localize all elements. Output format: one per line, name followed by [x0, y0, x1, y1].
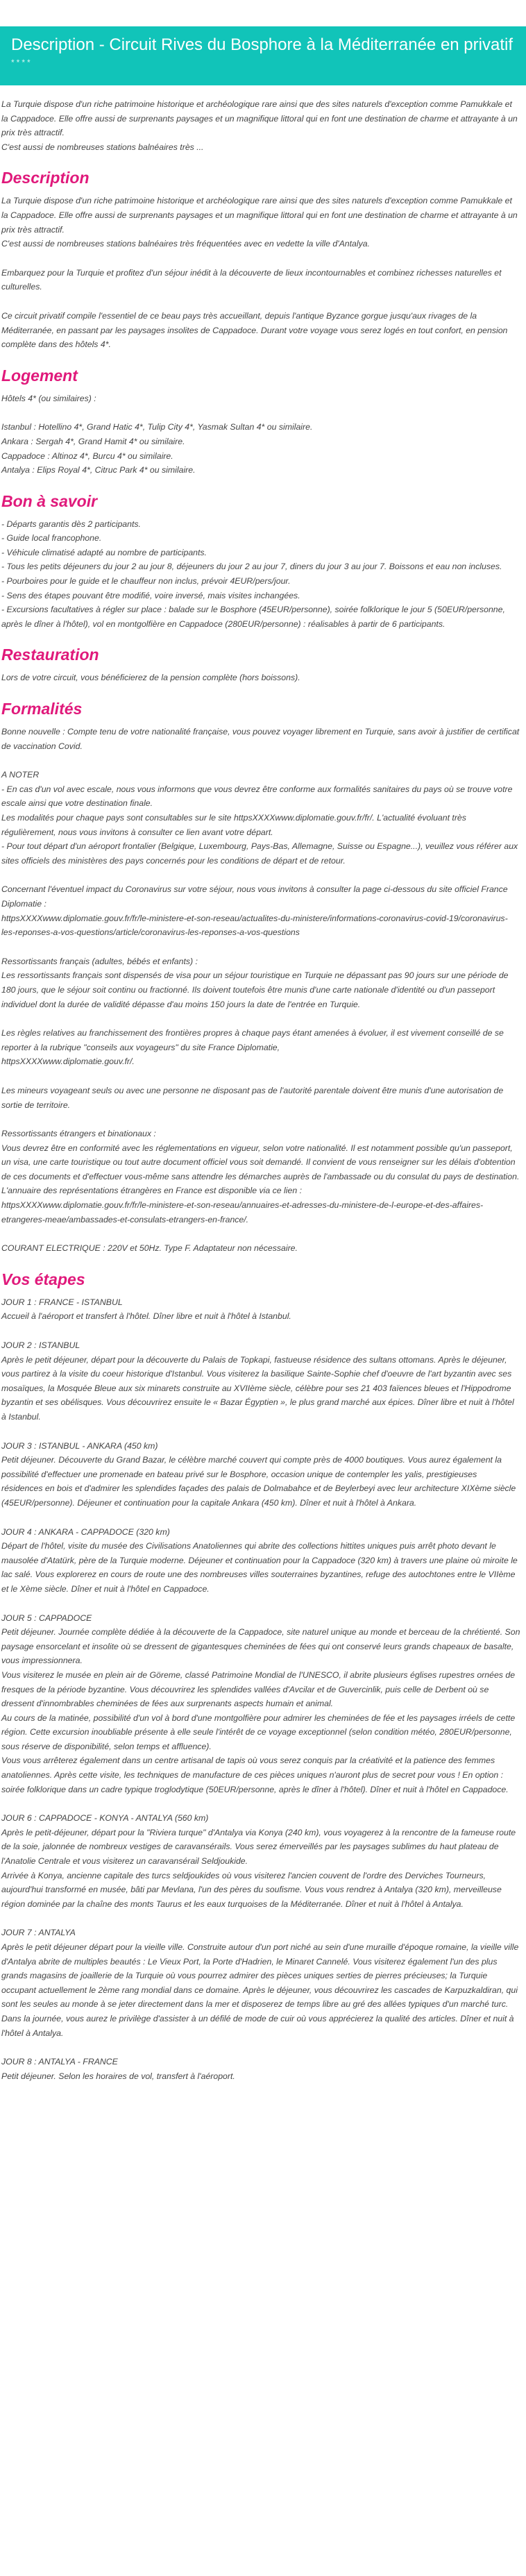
section-heading-vos-etapes: Vos étapes	[1, 1270, 85, 1288]
rating-stars: ****	[11, 58, 33, 67]
formalites-paragraph: Les règles relatives au franchissement des frontières propres à chaque pays étant amenées à évoluer, il est vivement conseillé de se reporter à la rubrique "conseils aux voyageurs" du site France Diplomatie, httpsXXXXwww.diplomatie.gouv.fr/.	[1, 1028, 504, 1067]
page-title: Description - Circuit Rives du Bosphore à la Méditerranée en privatif	[11, 35, 513, 54]
logement-paragraph: Hôtels 4* (ou similaires) :	[1, 393, 96, 403]
description-paragraph: La Turquie dispose d'un riche patrimoine historique et archéologique rare ainsi que des sites naturels d'exception comme Pamukkale et la Cappadoce. Elle offre aussi de surprenants paysages et un magnifique littoral qui en font une destination de charme et attrayante à un prix très attractif. C'est aussi de nombreuses stations balnéaires très fréquentées avec en vedette la ville d'Antalya.	[1, 196, 518, 249]
section-heading-description: Description	[1, 169, 90, 187]
section-heading-formalites: Formalités	[1, 700, 83, 718]
section-heading-bon-a-savoir: Bon à savoir	[1, 491, 98, 510]
etape-jour-3: JOUR 3 : ISTANBUL - ANKARA (450 km) Petit déjeuner. Découverte du Grand Bazar, le célèbre marché couvert qui compte près de 4000 boutiques. Vous aurez également la possibilité d'effectuer une promenade en bateau privé sur le Bosphore, occasion unique de contempler les yalis, prestigieuses résidences en bois et d'admirer les splendides façades des palais de Dolmabahce et de Beylerbeyi avec leur architecture XIXème siècle (45EUR/personne). Déjeuner et continuation pour la capitale Ankara (450 km). Dîner et nuit à l'hôtel à Ankara.	[1, 1440, 516, 1508]
bon-a-savoir-list: - Départs garantis dès 2 participants. - Guide local francophone. - Véhicule climatisé adapté au nombre de participants. - Tous les petits déjeuners du jour 2 au jour 8, déjeuners du jour 2 au jour 7, diners du jour 3 au jour 7. Boissons et eau non incluses. - Pourboires pour le guide et le chauffeur non inclus, prévoir 4EUR/pers/jour. - Sens des étapes pouvant être modifié, voire inversé, mais visites inchangées. - Excursions facultatives à régler sur place : balade sur le Bosphore (45EUR/personne), soirée folklorique le jour 5 (50EUR/personne, après le dîner à l'hôtel), vol en montgolfière en Cappadoce (280EUR/personne) : réalisables à partir de 6 participants.	[1, 519, 505, 629]
description-paragraph: Embarquez pour la Turquie et profitez d'un séjour inédit à la découverte de lieux incontournables et combinez richesses naturelles et culturelles.	[1, 267, 502, 292]
section-heading-restauration: Restauration	[1, 646, 99, 664]
restauration-paragraph: Lors de votre circuit, vous bénéficierez de la pension complète (hors boissons).	[1, 673, 300, 683]
formalites-paragraph: Ressortissants français (adultes, bébés et enfants) : Les ressortissants français sont dispensés de visa pour un séjour touristique en Turquie ne dépassant pas 90 jours sur une période de 180 jours, que le séjour soit continu ou fractionné. Ils doivent toutefois être munis d'une carte nationale d'identité ou d'un passeport individuel dont la durée de validité dépasse d'au moins 150 jours la date de l'entrée en Turquie.	[1, 956, 509, 1009]
etape-jour-6: JOUR 6 : CAPPADOCE - KONYA - ANTALYA (560 km) Après le petit-déjeuner, départ pour la "Riviera turque" d'Antalya via Konya (240 km), vous voyagerez à la rencontre de la fameuse route de la soie, jalonnée de nombreux vestiges de caravansérails. Vous serez émerveillés par les paysages sublimes du haut plateau de l'Anatolie Centrale et vous visiterez un caravansérail Seldjoukide. Arrivée à Konya, ancienne capitale des turcs seldjoukides où vous visiterez l'ancien couvent de l'ordre des Derviches Tourneurs, aujourd'hui transformé en musée, bâti par Mevlana, l'un des pères du soufisme. Vous vous rendrez à Antalya (320 km), merveilleuse région dominée par la chaîne des monts Taurus et les eaux turquoises de la Méditerranée. Dîner et nuit à l'hôtel à Antalya.	[1, 1813, 516, 1909]
formalites-paragraph: Concernant l'éventuel impact du Coronavirus sur votre séjour, nous vous invitons à consulter la page ci-dessous du site officiel France Diplomatie : httpsXXXXwww.diplomatie.gouv.fr/fr/le-ministere-et-son-reseau/actualites-du-ministere/informations-coronavirus-covid-19/coronavirus-les-reponses-a-vos-questions/article/coronavirus-les-reponses-a-vos-questions	[1, 884, 508, 938]
formalites-paragraph: Ressortissants étrangers et binationaux : Vous devrez être en conformité avec les réglementations en vigueur, selon votre nationalité. Il est notamment possible qu'un passeport, un visa, une carte touristique ou tout autre document officiel vous soit demandé. Il convient de vous renseigner sur les délais d'obtention de ces documents et d'effectuer vous-même sans attendre les démarches auprès de l'ambassade ou du consulat du pays de destination. L'annuaire des représentations étrangères en France est disponible via ce lien : httpsXXXXwww.diplomatie.gouv.fr/fr/le-ministere-et-son-reseau/annuaires-et-adresses-du-ministere-de-l-europe-et-des-affaires-etrangeres-meae/ambassades-et-consulats-etrangers-en-france/.	[1, 1129, 520, 1224]
formalites-paragraph: COURANT ELECTRIQUE : 220V et 50Hz. Type F. Adaptateur non nécessaire.	[1, 1243, 298, 1254]
etape-jour-4: JOUR 4 : ANKARA - CAPPADOCE (320 km) Départ de l'hôtel, visite du musée des Civilisations Anatoliennes qui abrite des collections hittites uniques puis arrêt photo devant le mausolée d'Atatürk, père de la Turquie moderne. Déjeuner et continuation pour la Cappadoce (320 km) à travers une plaine où miroite le lac salé. Vous explorerez en cours de route une des nombreuses villes souterraines byzantines, refuge des autochtones entre le VIIème et le Xème siècle. Dîner et nuit à l'hôtel en Cappadoce.	[1, 1526, 518, 1594]
description-paragraph: Ce circuit privatif compile l'essentiel de ce beau pays très accueillant, depuis l'antique Byzance gorgue jusqu'aux rivages de la Méditerranée, en passant par les paysages insolites de Cappadoce. Durant votre voyage vous serez logés en tout confort, en pension complète dans des hôtels 4*.	[1, 310, 508, 350]
title-banner	[0, 26, 526, 85]
etape-jour-8: JOUR 8 : ANTALYA - FRANCE Petit déjeuner. Selon les horaires de vol, transfert à l'aéroport.	[1, 2057, 235, 2081]
intro-text: La Turquie dispose d'un riche patrimoine historique et archéologique rare ainsi que des sites naturels d'exception comme Pamukkale et la Cappadoce. Elle offre aussi de surprenants paysages et un magnifique littoral qui en font une destination de charme et attrayante à un prix très attractif. C'est aussi de nombreuses stations balnéaires très ...	[1, 99, 518, 152]
formalites-paragraph: Les mineurs voyageant seuls ou avec une personne ne disposant pas de l'autorité parentale doivent être munis d'une autorisation de sortie de territoire.	[1, 1085, 504, 1110]
etape-jour-2: JOUR 2 : ISTANBUL Après le petit déjeuner, départ pour la découverte du Palais de Topkapi, fastueuse résidence des sultans ottomans. Après le déjeuner, vous partirez à la visite du coeur historique d'Istanbul. Vous visiterez la basilique Sainte-Sophie chef d'oeuvre de l'art byzantin avec ses mosaïques, la Mosquée Bleue aux six minarets construite au XVIIème siècle, célèbre pour ses 21 403 faïences bleues et l'Hippodrome byzantin et ses obélisques. Vous découvrirez ensuite le « Bazar Égyptien », le plus grand marché aux épices. Dîner libre et nuit à l'hôtel à Istanbul.	[1, 1340, 514, 1422]
main-content	[0, 97, 526, 2098]
etape-jour-7: JOUR 7 : ANTALYA Après le petit déjeuner départ pour la vieille ville. Construite autour d'un port niché au sein d'une muraille d'époque romaine, la vieille ville d'Antalya abrite de multiples beautés : Le Vieux Port, la Porte d'Hadrien, le Minaret Cannelé. Vous visiterez également l'un des plus grands magasins de joaillerie de la Turquie où vous pourrez admirer des pièces uniques serties de pierres précieuses; la Turquie occupant actuellement le 2ème rang mondial dans ce domaine. Après le déjeuner, vous découvrirez les cascades de Karpuzkaldiran, qui sont les seules au monde à se jeter directement dans la mer et disposerez de temps libre au gré des allées typiques d'un marché turc. Dans la journée, vous aurez le privilège d'assister à un défilé de mode de cuir où vous apprécierez la qualité des articles. Dîner et nuit à l'hôtel à Antalya.	[1, 1928, 519, 2038]
section-heading-logement: Logement	[1, 366, 78, 385]
logement-paragraph: Istanbul : Hotellino 4*, Grand Hatic 4*, Tulip City 4*, Yasmak Sultan 4* ou similaire. Ankara : Sergah 4*, Grand Hamit 4* ou similaire. Cappadoce : Altinoz 4*, Burcu 4* ou similaire. Antalya : Elips Royal 4*, Citruc Park 4* ou similaire.	[1, 422, 313, 475]
formalites-paragraph: Bonne nouvelle : Compte tenu de votre nationalité française, vous pouvez voyager librement en Turquie, sans avoir à justifier de certificat de vaccination Covid.	[1, 727, 520, 751]
etape-jour-1: JOUR 1 : FRANCE - ISTANBUL Accueil à l'aéroport et transfert à l'hôtel. Dîner libre et nuit à l'hôtel à Istanbul.	[1, 1297, 291, 1322]
formalites-paragraph: A NOTER - En cas d'un vol avec escale, nous vous informons que vous devrez être conforme aux formalités sanitaires du pays où se trouve votre escale ainsi que votre destination finale. Les modalités pour chaque pays sont consultables sur le site httpsXXXXwww.diplomatie.gouv.fr/fr/. L'actualité évoluant très régulièrement, nous vous invitons à consulter ce lien avant votre départ. - Pour tout départ d'un aéroport frontalier (Belgique, Luxembourg, Pays-Bas, Allemagne, Suisse ou Espagne...), veuillez vous référer aux sites officiels des ministères des pays concernés pour les conditions de départ et de retour.	[1, 770, 518, 866]
etape-jour-5: JOUR 5 : CAPPADOCE Petit déjeuner. Journée complète dédiée à la découverte de la Cappadoce, site naturel unique au monde et berceau de la chrétienté. Son paysage ensorcelant et insolite où se dressent de gigantesques cheminées de fées qui ont conservé leurs grands chapeaux de basalte, vous impressionnera. Vous visiterez le musée en plein air de Göreme, classé Patrimoine Mondial de l'UNESCO, il abrite plusieurs églises rupestres ornées de fresques de la période byzantine. Vous découvrirez les splendides vallées d'Avcilar et de Guvercinlik, puis celle de Derbent où se dressent d'innombrables cheminées de fées aux surprenants aspects humain et animal. Au cours de la matinée, possibilité d'un vol à bord d'une montgolfière pour admirer les cheminées de fée et les paysages irréels de cette région. Cette excursion inoubliable présente à elle seule l'intérêt de ce voyage exceptionnel (selon condition météo, 280EUR/personne, sous réserve de disponibilité, selon temps et affluence). Vous vous arrêterez également dans un centre artisanal de tapis où vous serez conquis par la créativité et la patience des femmes anatoliennes. Après cette visite, les techniques de manufacture de ces pièces uniques n'auront plus de secret pour vous ! En option : soirée folklorique dans un cadre typique troglodytique (50EUR/personne, après le dîner à l'hôtel). Dîner et nuit à l'hôtel en Cappadoce.	[1, 1613, 520, 1794]
